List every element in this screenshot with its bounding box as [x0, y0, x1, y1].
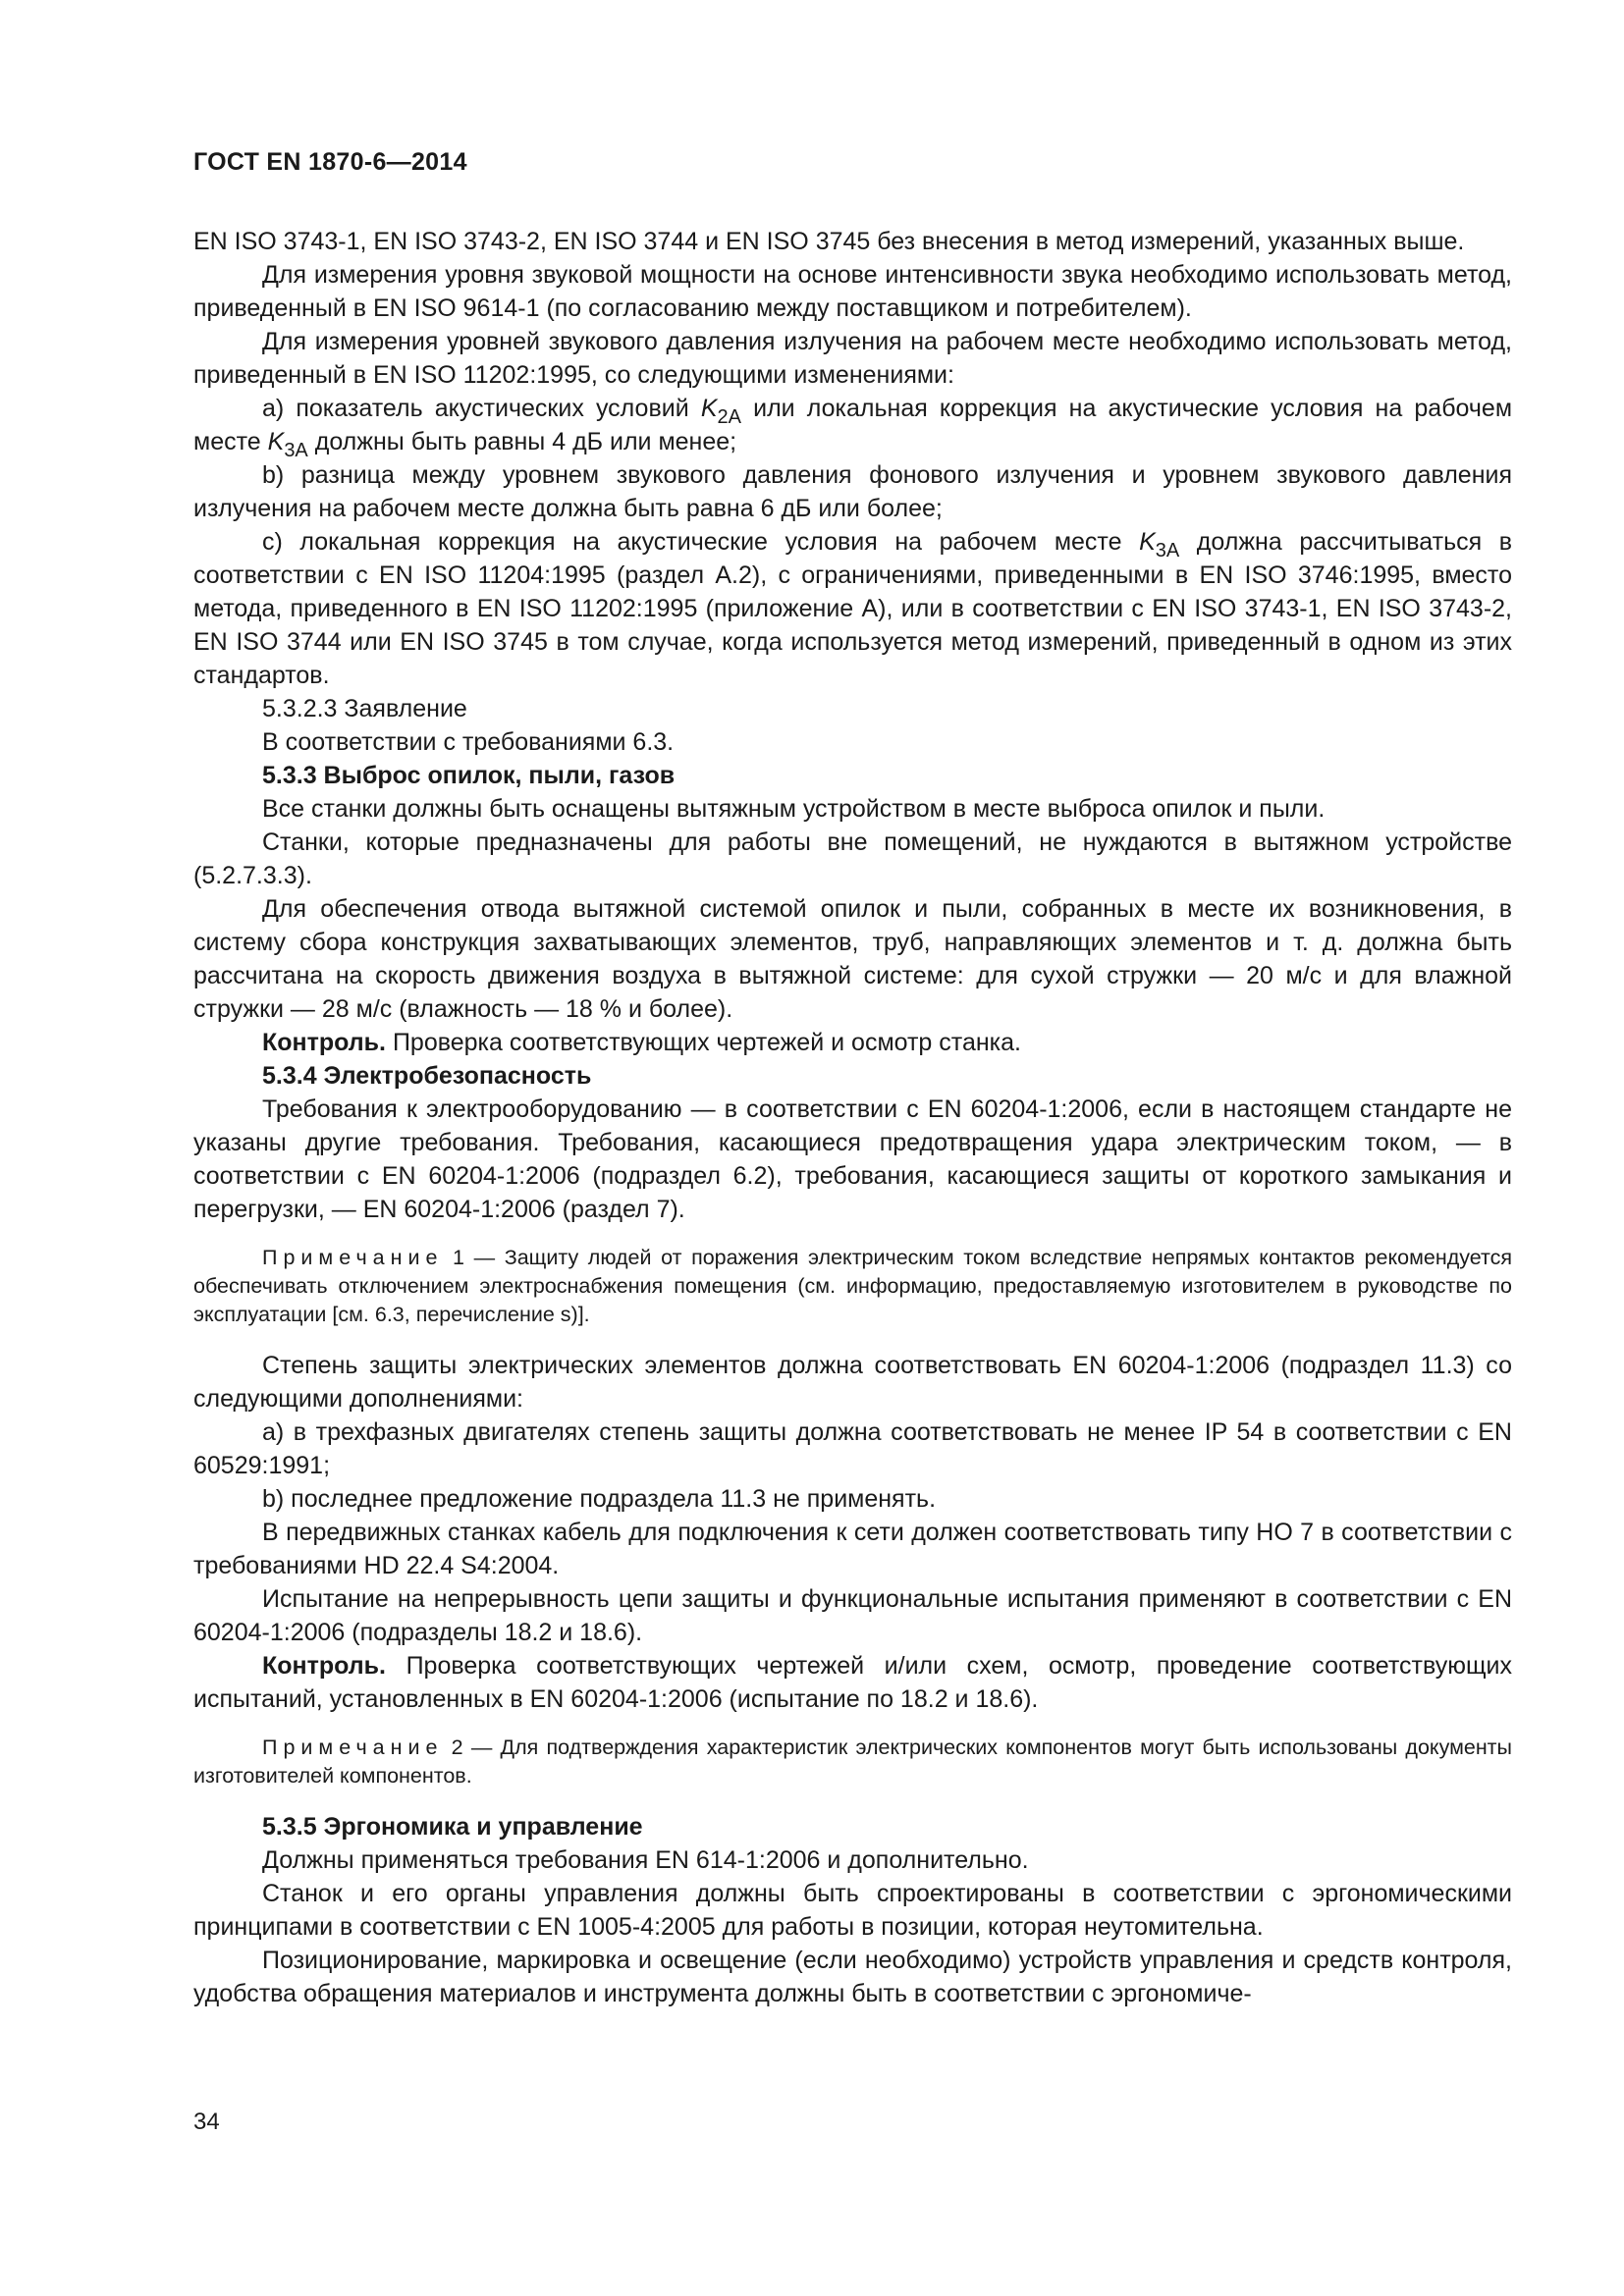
paragraph: Для измерения уровня звуковой мощности на основе интенсивности звука необходимо использовать метод, приведенный в EN ISO 9614-1 (по согласованию между поставщиком и потребителем). — [193, 261, 1512, 322]
section-heading: 5.3.5 Эргономика и управление — [262, 1813, 643, 1841]
text-run: a) показатель акустических условий — [262, 395, 701, 422]
text-run: или локальная коррекция на акустические условия на рабочем месте — [193, 395, 1513, 455]
document-header: ГОСТ EN 1870-6—2014 — [193, 148, 467, 176]
text-run: Проверка соответствующих чертежей и/или схем, осмотр, проведение соответствующих испытаний, установленных в EN 60204-1:2006 (испытание по 18.2 и 18.6). — [193, 1652, 1512, 1713]
symbol-letter: K — [1139, 528, 1156, 556]
text-run: c) локальная коррекция на акустические условия на рабочем месте — [262, 528, 1140, 556]
paragraph: Должны применяться требования EN 614-1:2006 и дополнительно. — [262, 1846, 1029, 1874]
paragraph: Степень защиты электрических элементов должна соответствовать EN 60204-1:2006 (подраздел 11.3) со следующими дополнениями: — [193, 1352, 1512, 1413]
paragraph: Для обеспечения отвода вытяжной системой опилок и пыли, собранных в месте их возникновения, в систему сбора конструкция захватывающих элементов, труб, направляющих элементов и т. д. должна быть рассчитана на скорость движения воздуха в вытяжной системе: для сухой стружки — 20 м/с и для влажной стружки — 28 м/с (влажность — 18 % и более). — [193, 895, 1512, 1023]
symbol-subscript: 2A — [717, 406, 741, 428]
list-item-c — [193, 525, 1512, 692]
paragraph: EN ISO 3743-1, EN ISO 3743-2, EN ISO 3744 и EN ISO 3745 без внесения в метод измерений, указанных выше. — [193, 228, 1465, 255]
paragraph: Позиционирование, маркировка и освещение (если необходимо) устройств управления и средств контроля, удобства обращения материалов и инструмента должны быть в соответствии с эргономиче- — [193, 1947, 1512, 2007]
symbol-k2a — [700, 395, 741, 428]
control-paragraph — [193, 1649, 1512, 1716]
note — [193, 1244, 1512, 1329]
note — [193, 1734, 1512, 1790]
symbol-subscript: 3A — [1155, 540, 1180, 561]
note-text: 2 — Для подтверждения характеристик электрических компонентов могут быть использованы документы изготовителей компонентов. — [193, 1735, 1512, 1788]
subsection-heading: 5.3.2.3 Заявление — [262, 695, 467, 722]
paragraph: В соответствии с требованиями 6.3. — [262, 728, 675, 756]
symbol-subscript: 3A — [284, 440, 308, 461]
text-run: должна рассчитываться в соответствии с EN ISO 11204:1995 (раздел A.2), с ограничениями, приведенными в EN ISO 3746:1995, вместо метода, приведенного в EN ISO 11202:1995 (приложение A), или в соответствии с EN ISO 3743-1, EN ISO 3743-2, EN ISO 3744 или EN ISO 3745 в том случае, когда используется метод измерений, приведенный в одном из этих стандартов. — [193, 528, 1512, 689]
text-run: должны быть равны 4 дБ или менее; — [307, 428, 737, 455]
control-paragraph — [193, 1026, 1512, 1059]
symbol-letter: K — [267, 428, 285, 455]
paragraph: Станок и его органы управления должны быть спроектированы в соответствии с эргономическими принципами в соответствии с EN 1005-4:2005 для работы в позиции, которая неутомительна. — [193, 1880, 1512, 1941]
list-item-a — [193, 392, 1513, 461]
section-heading: 5.3.4 Электробезопасность — [262, 1062, 592, 1090]
list-item-a: a) в трехфазных двигателях степень защиты должна соответствовать не менее IP 54 в соответствии с EN 60529:1991; — [193, 1418, 1512, 1479]
page-number: 34 — [193, 2109, 220, 2135]
list-item-b: b) последнее предложение подраздела 11.3 не применять. — [262, 1485, 937, 1513]
list-item-b: b) разница между уровнем звукового давления фонового излучения и уровнем звукового давления излучения на рабочем месте должна быть равна 6 дБ или более; — [193, 461, 1512, 522]
paragraph: Требования к электрооборудованию — в соответствии с EN 60204-1:2006, если в настоящем стандарте не указаны другие требования. Требования, касающиеся предотвращения удара электрическим током, — в соответствии с EN 60204-1:2006 (подраздел 6.2), требования, касающиеся защиты от короткого замыкания и перегрузки, — EN 60204-1:2006 (раздел 7). — [193, 1095, 1512, 1223]
section-heading: 5.3.3 Выброс опилок, пыли, газов — [262, 762, 676, 789]
paragraph: Испытание на непрерывность цепи защиты и функциональные испытания применяют в соответствии с EN 60204-1:2006 (подразделы 18.2 и 18.6). — [193, 1585, 1512, 1646]
control-label: Контроль. — [262, 1029, 386, 1056]
paragraph: Все станки должны быть оснащены вытяжным устройством в месте выброса опилок и пыли. — [262, 795, 1326, 823]
control-label: Контроль. — [262, 1652, 386, 1680]
document-body — [193, 225, 1512, 2010]
symbol-k3a — [1139, 528, 1180, 561]
note-label: Примечание — [262, 1246, 444, 1269]
note-label: Примечание — [262, 1735, 444, 1759]
symbol-k3a — [267, 428, 308, 461]
symbol-letter: K — [700, 395, 718, 422]
paragraph: Станки, которые предназначены для работы вне помещений, не нуждаются в вытяжном устройстве (5.2.7.3.3). — [193, 828, 1512, 889]
paragraph: В передвижных станках кабель для подключения к сети должен соответствовать типу НО 7 в соответствии с требованиями HD 22.4 S4:2004. — [193, 1519, 1512, 1579]
text-run: Проверка соответствующих чертежей и осмотр станка. — [386, 1029, 1021, 1056]
note-text: 1 — Защиту людей от поражения электрическим током вследствие непрямых контактов рекомендуется обеспечивать отключением электроснабжения помещения (см. информацию, предоставляемую изготовителем в руководстве по эксплуатации [см. 6.3, перечисление s)]. — [193, 1246, 1512, 1326]
paragraph: Для измерения уровней звукового давления излучения на рабочем месте необходимо использовать метод, приведенный в EN ISO 11202:1995, со следующими изменениями: — [193, 328, 1512, 389]
